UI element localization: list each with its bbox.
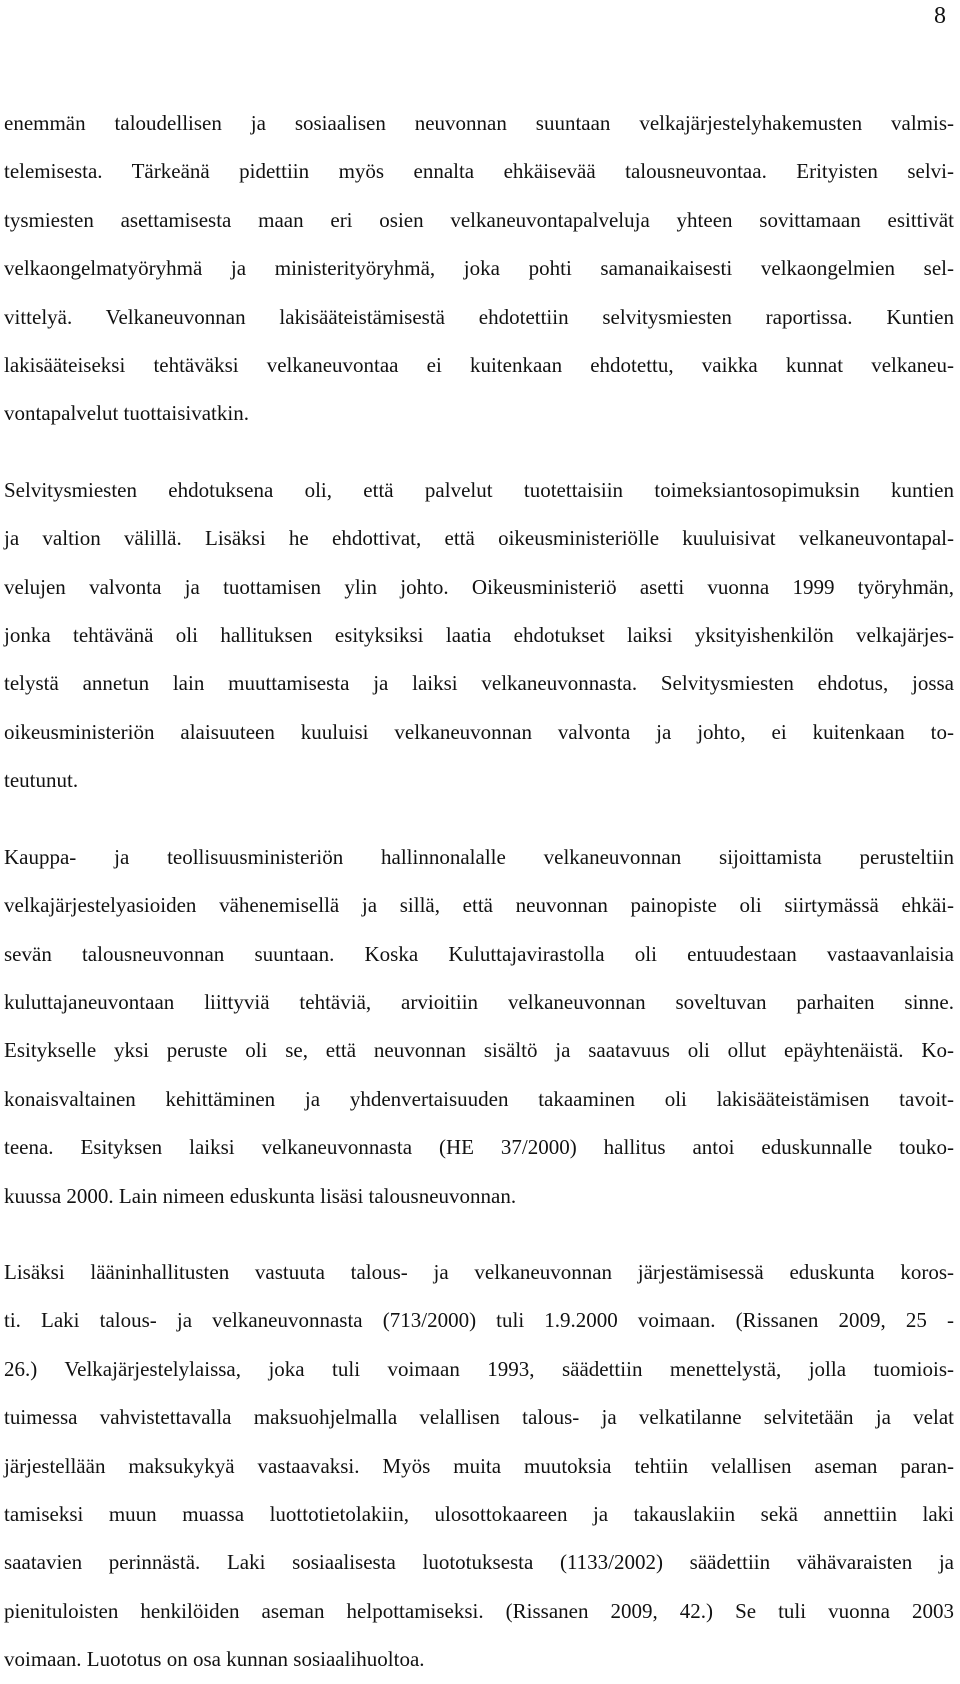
text-line: teutunut.: [4, 768, 79, 793]
text-line: pienituloisten henkilöiden aseman helpottamiseksi. (Rissanen 2009, 42.) Se tuli vuonna 2003: [4, 1598, 954, 1623]
text-line: ti. Laki talous- ja velkaneuvonnasta (713/2000) tuli 1.9.2000 voimaan. (Rissanen 2009, 25 -: [4, 1308, 954, 1333]
text-line: telystä annetun lain muuttamisesta ja laiksi velkaneuvonnasta. Selvitysmiesten ehdotus, jossa: [4, 671, 954, 696]
text-line: Selvitysmiesten ehdotuksena oli, että palvelut tuotettaisiin toimeksiantosopimuksin kuntien: [4, 477, 954, 502]
text-line: velujen valvonta ja tuottamisen ylin johto. Oikeusministeriö asetti vuonna 1999 työryhmän,: [4, 574, 954, 599]
paragraph-1: [4, 99, 954, 438]
text-line: ja valtion välillä. Lisäksi he ehdottivat, että oikeusministeriölle kuuluisivat velkaneuvontapal-: [4, 526, 954, 551]
document-body: [4, 99, 954, 1684]
text-line: Esitykselle yksi peruste oli se, että neuvonnan sisältö ja saatavuus oli ollut epäyhtenäistä. Ko-: [4, 1038, 954, 1063]
text-line: velkaongelmatyöryhmä ja ministerityöryhmä, joka pohti samanaikaisesti velkaongelmien sel-: [4, 256, 954, 281]
paragraph-2: [4, 466, 954, 805]
text-line: tuimessa vahvistettavalla maksuohjelmalla velallisen talous- ja velkatilanne selvitetään ja velat: [4, 1405, 954, 1430]
text-line: tysmiesten asettamisesta maan eri osien velkaneuvontapalveluja yhteen sovittamaan esittivät: [4, 207, 954, 232]
text-line: velkajärjestelyasioiden vähenemisellä ja sillä, että neuvonnan painopiste oli siirtymässä ehkäi-: [4, 893, 954, 918]
text-line: Kauppa- ja teollisuusministeriön hallinnonalalle velkaneuvonnan sijoittamista perusteltiin: [4, 844, 954, 869]
text-line: konaisvaltainen kehittäminen ja yhdenvertaisuuden takaaminen oli lakisääteistämisen tavoit-: [4, 1086, 954, 1111]
text-line: enemmän taloudellisen ja sosiaalisen neuvonnan suuntaan velkajärjestelyhakemusten valmis-: [4, 111, 954, 135]
text-line: saatavien perinnästä. Laki sosiaalisesta luototuksesta (1133/2002) säädettiin vähävaraisten ja: [4, 1550, 954, 1575]
text-line: sevän talousneuvonnan suuntaan. Koska Kuluttajavirastolla oli entuudestaan vastaavanlaisia: [4, 941, 954, 966]
text-line: telemisesta. Tärkeänä pidettiin myös ennalta ehkäisevää talousneuvontaa. Erityisten selvi-: [4, 159, 954, 184]
text-line: vittelyä. Velkaneuvonnan lakisääteistämisestä ehdotettiin selvitysmiesten raportissa. Kuntien: [4, 304, 954, 329]
text-line: oikeusministeriön alaisuuteen kuuluisi velkaneuvonnan valvonta ja johto, ei kuitenkaan to-: [4, 719, 954, 744]
text-line: jonka tehtävänä oli hallituksen esityksiksi laatia ehdotukset laiksi yksityishenkilön velkajärjes-: [4, 623, 954, 648]
text-line: kuluttajaneuvontaan liittyviä tehtäviä, arvioitiin velkaneuvonnan soveltuvan parhaiten sinne.: [4, 989, 954, 1014]
text-line: lakisääteiseksi tehtäväksi velkaneuvontaa ei kuitenkaan ehdotettu, vaikka kunnat velkaneu-: [4, 353, 954, 378]
text-line: Lisäksi lääninhallitusten vastuuta talous- ja velkaneuvonnan järjestämisessä eduskunta koros-: [4, 1259, 954, 1284]
text-line: järjestellään maksukykyä vastaavaksi. Myös muita muutoksia tehtiin velallisen aseman paran-: [4, 1453, 954, 1478]
text-line: kuussa 2000. Lain nimeen eduskunta lisäsi talousneuvonnan.: [4, 1183, 517, 1208]
text-line: tamiseksi muun muassa luottotietolakiin, ulosottokaareen ja takauslakiin sekä annettiin laki: [4, 1501, 954, 1526]
paragraph-4: [4, 1248, 954, 1684]
text-line: teena. Esityksen laiksi velkaneuvonnasta (HE 37/2000) hallitus antoi eduskunnalle touko-: [4, 1135, 954, 1160]
text-line: vontapalvelut tuottaisivatkin.: [4, 401, 249, 426]
text-line: 26.) Velkajärjestelylaissa, joka tuli voimaan 1993, säädettiin menettelystä, jolla tuomiois-: [4, 1356, 954, 1381]
text-line: voimaan. Luototus on osa kunnan sosiaalihuoltoa.: [4, 1647, 425, 1672]
page-number: 8: [934, 3, 946, 29]
paragraph-3: [4, 833, 954, 1220]
